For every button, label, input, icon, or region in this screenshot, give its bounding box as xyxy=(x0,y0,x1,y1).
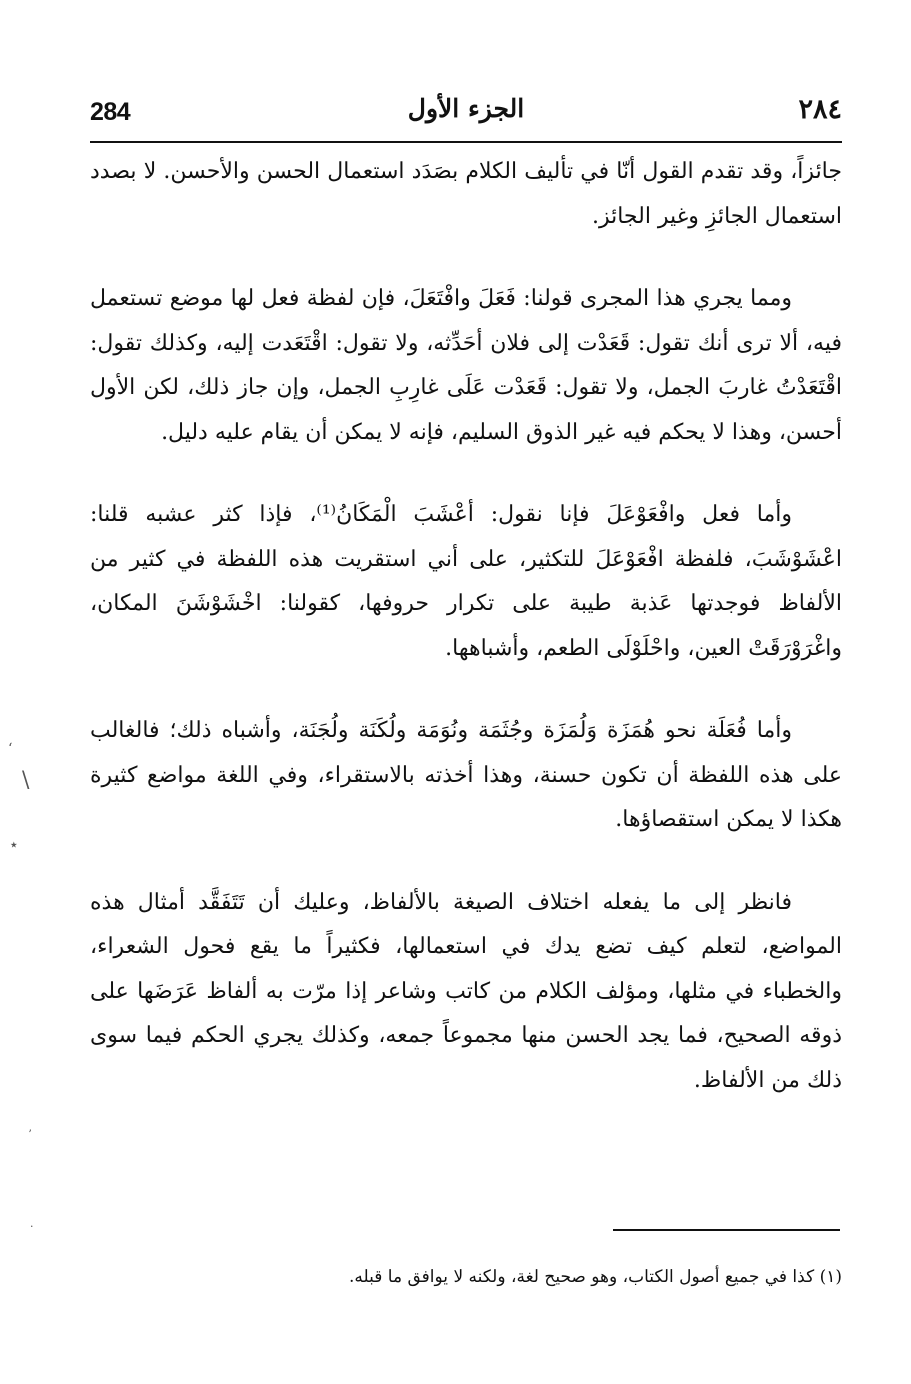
header-rule xyxy=(90,141,842,143)
scan-speck: ʻ xyxy=(8,741,13,757)
paragraph-5: فانظر إلى ما يفعله اختلاف الصيغة بالألفاظ، وعليك أن تَتَفَقَّد أمثال هذه المواضع، لتعلم كيف تضع يدك في استعمالها، فكثيراً ما يقع فحول الشعراء، والخطباء في مثلها، ومؤلف الكلام من كاتب وشاعر إذا مرّت به ألفاظ عَرَضَها على ذوقه الصحيح، فما يجد الحسن منها مجموعاً جمعه، وكذلك يجري الحكم فيما سوى ذلك من الألفاظ. xyxy=(90,889,842,1093)
page-number-arabic: ٢٨٤ xyxy=(798,94,842,125)
page-header xyxy=(90,94,842,134)
paragraph-1: جائزاً، وقد تقدم القول أنّا في تأليف الكلام بصَدَد استعمال الحسن والأحسن. لا بصدد استعمال الجائزِ وغير الجائز. xyxy=(90,159,842,229)
footnote: (١) كذا في جميع أصول الكتاب، وهو صحيح لغة، ولكنه لا يوافق ما قبله. xyxy=(349,1267,842,1287)
scan-speck: \ xyxy=(22,768,30,793)
scan-speck: · xyxy=(30,1220,34,1233)
paragraph-3: وأما فعل وافْعَوْعَلَ فإنا نقول: أعْشَبَ الْمَكَانُ⁽¹⁾، فإذا كثر عشبه قلنا: اعْشَوْشَبَ، فلفظة افْعَوْعَلَ للتكثير، على أني استقريت هذه اللفظة في كثير من الألفاظ فوجدتها عَذبة طيبة على تكرار حروفها، كقولنا: اخْشَوْشَنَ المكان، واغْرَوْرَقَتْ العين، واحْلَوْلَى الطعم، وأشباهها. xyxy=(90,502,843,661)
scan-speck: ʼ xyxy=(28,1128,32,1141)
running-title: الجزء الأول xyxy=(407,94,525,123)
page-number-latin: 284 xyxy=(90,98,131,126)
footnote-rule xyxy=(613,1229,840,1231)
paragraph-2: ومما يجري هذا المجرى قولنا: فَعَلَ وافْتَعَلَ، فإن لفظة فعل لها موضع تستعمل فيه، ألا ترى أنك تقول: قَعَدْت إلى فلان أحَدِّثه، ولا تقول: اقْتَعَدت إليه، وكذلك تقول: اقْتَعَدْتُ غاربَ الجمل، ولا تقول: قَعَدْت عَلَى غارِبِ الجمل، وإن جاز ذلك، لكن الأول أحسن، وهذا لا يحكم فيه غير الذوق السليم، فإنه لا يمكن أن يقام عليه دليل. xyxy=(90,286,842,445)
scan-speck: ٭ xyxy=(10,837,18,853)
paragraph-4: وأما فُعَلَة نحو هُمَزَة وَلُمَزَة وجُثَمَة ونُوَمَة ولُكَنَة ولُجَنَة، وأشباه ذلك؛ فالغالب على هذه اللفظة أن تكون حسنة، وهذا أخذته بالاستقراء، وفي اللغة مواضع كثيرة هكذا لا يمكن استقصاؤها. xyxy=(90,718,842,832)
body-text xyxy=(90,150,842,1141)
